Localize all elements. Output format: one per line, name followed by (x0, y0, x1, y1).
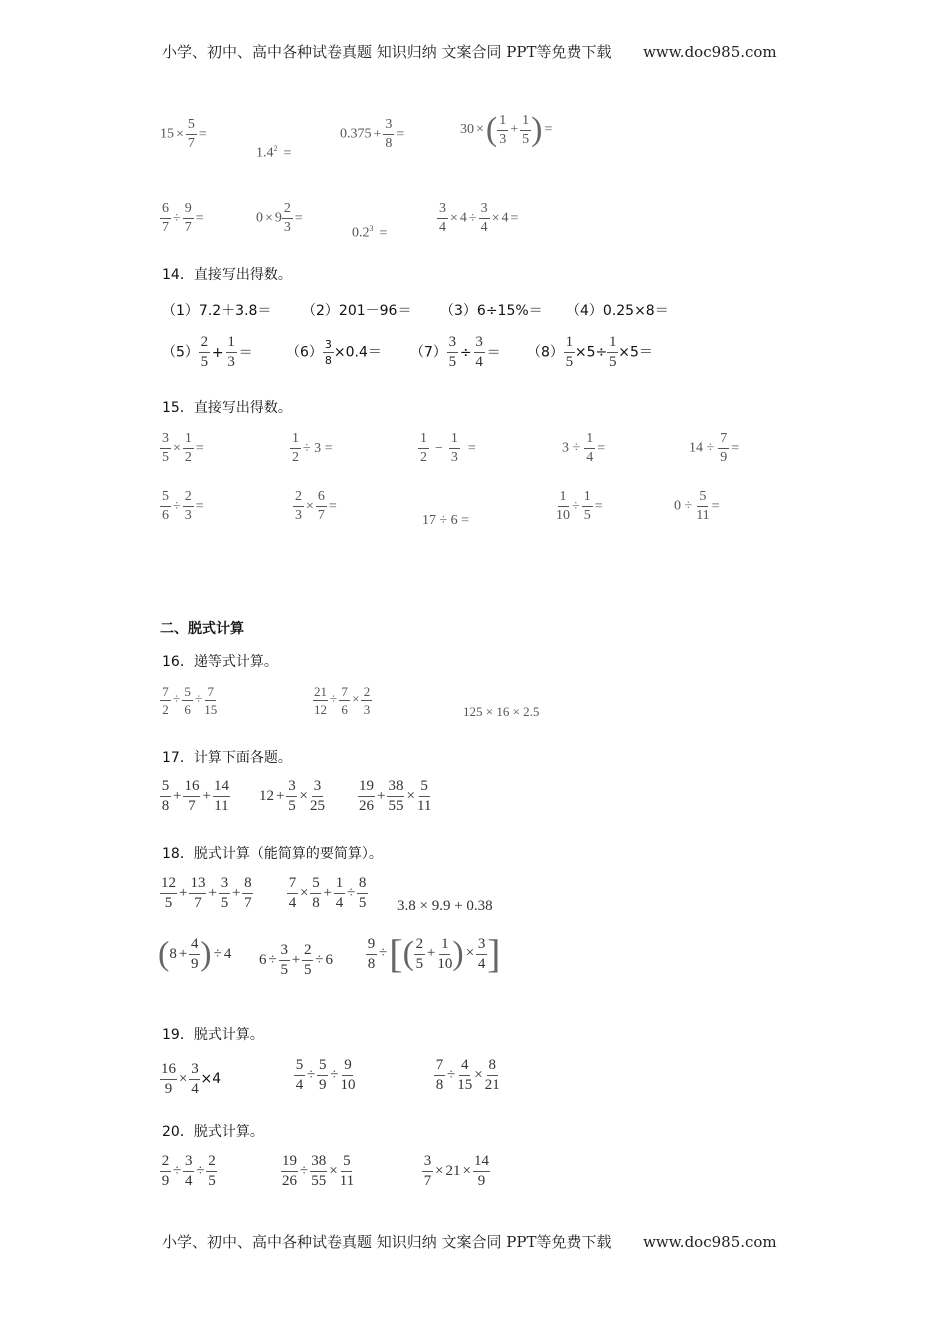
q14-item-5: （5） $\frac{2}{5}$ + $\frac{1}{3}$ ＝ (162, 334, 253, 370)
q18-expr-2: $\frac{7}{4}$ × $\frac{5}{8}$ + $\frac{1}{4}$ ÷ $\frac{8}{5}$ (288, 875, 367, 911)
q13-expr-4: 30 ×( $\frac{1}{3}$ + $\frac{1}{5}$ ) = (460, 111, 553, 148)
page-footer (162, 1231, 777, 1252)
q13-expr-2: $1.4^2$ = (256, 144, 292, 161)
q13-expr-7: $0.2^3$ = (352, 224, 388, 241)
q15-expr-1: $\frac{3}{5}$ × $\frac{1}{2}$ = (162, 431, 204, 465)
q15-expr-5: 14 ÷ $\frac{7}{9}$ = (689, 431, 740, 465)
q13-expr-3: 0.375 + $\frac{3}{8}$ = (340, 117, 405, 151)
q18-expr-3: 3.8 × 9.9 + 0.38 (397, 898, 493, 914)
q15-expr-2: $\frac{1}{2}$ ÷ 3 = (292, 431, 333, 465)
q15-expr-8: 17 ÷ 6 = (422, 513, 470, 528)
q15-expr-3: $\frac{1}{2}$ − $\frac{1}{3}$ = (420, 431, 476, 465)
q14-item-1: （1）7.2＋3.8＝ (162, 303, 272, 319)
q14-item-7: （7） $\frac{3}{5}$ ÷ $\frac{3}{4}$ ＝ (410, 334, 501, 370)
q18-expr-5: 6 ÷ $\frac{3}{5}$ + $\frac{2}{5}$ ÷ 6 (259, 942, 333, 978)
q14-item-6: （6） $\frac{3}{8}$ ×0.4＝ (286, 338, 382, 367)
q15-expr-4: 3 ÷ $\frac{1}{4}$ = (562, 431, 606, 465)
q15-expr-6: $\frac{5}{6}$ ÷ $\frac{2}{3}$ = (162, 489, 204, 523)
q13-expr-8: $\frac{3}{4}$ × 4 ÷ $\frac{3}{4}$ × 4 = (439, 201, 519, 235)
q19-title: 19．脱式计算。 (162, 1027, 264, 1043)
q14-title: 14．直接写出得数。 (162, 267, 292, 283)
q20-expr-1: $\frac{2}{9}$ ÷ $\frac{3}{4}$ ÷ $\frac{2}{5}$ (161, 1153, 216, 1189)
q19-expr-1: $\frac{16}{9}$ × $\frac{3}{4}$ ×4 (161, 1061, 222, 1097)
footer-text: 小学、初中、高中各种试卷真题 知识归纳 文案合同 PPT等免费下载 (162, 1233, 612, 1251)
q16-expr-1: $\frac{7}{2}$ ÷ $\frac{5}{6}$ ÷ $\frac{7}{15}$ (160, 685, 217, 716)
q17-expr-1: $\frac{5}{8}$ + $\frac{16}{7}$ + $\frac{14}{11}$ (161, 778, 229, 814)
q13-expr-1: 15 × $\frac{5}{7}$ = (160, 117, 207, 151)
header-text: 小学、初中、高中各种试卷真题 知识归纳 文案合同 PPT等免费下载 (162, 43, 612, 61)
q19-expr-2: $\frac{5}{4}$ ÷ $\frac{5}{9}$ ÷ $\frac{9}{10}$ (295, 1057, 356, 1093)
q15-expr-7: $\frac{2}{3}$ × $\frac{6}{7}$ = (295, 489, 337, 523)
q20-expr-3: $\frac{3}{7}$ × 21 × $\frac{14}{9}$ (423, 1153, 489, 1189)
q13-expr-5: $\frac{6}{7}$ ÷ $\frac{9}{7}$ = (162, 201, 204, 235)
header-url: www.doc985.com (643, 43, 777, 61)
footer-url: www.doc985.com (643, 1233, 777, 1251)
q15-title: 15．直接写出得数。 (162, 400, 292, 416)
section-2-title: 二、脱式计算 (160, 621, 244, 637)
q14-item-4: （4）0.25×8＝ (566, 303, 669, 319)
q16-expr-3: 125 × 16 × 2.5 (463, 704, 540, 719)
q14-item-2: （2）201－96＝ (302, 303, 412, 319)
q17-expr-3: $\frac{19}{26}$ + $\frac{38}{55}$ × $\frac{5}{11}$ (359, 778, 432, 814)
q18-title: 18．脱式计算（能简算的要简算）。 (162, 846, 383, 862)
q19-expr-3: $\frac{7}{8}$ ÷ $\frac{4}{15}$ × $\frac{8}{21}$ (435, 1057, 500, 1093)
q20-expr-2: $\frac{19}{26}$ ÷ $\frac{38}{55}$ × $\frac{5}{11}$ (282, 1153, 355, 1189)
q17-title: 17．计算下面各题。 (162, 750, 292, 766)
q17-expr-2: 12 + $\frac{3}{5}$ × $\frac{3}{25}$ (259, 778, 325, 814)
q15-expr-10: 0 ÷ $\frac{5}{11}$ = (674, 489, 720, 523)
q14-item-8: （8） $\frac{1}{5}$ ×5÷ $\frac{1}{5}$ ×5＝ (527, 334, 653, 370)
q18-expr-1: $\frac{12}{5}$ + $\frac{13}{7}$ + $\frac{3}{5}$ + $\frac{8}{7}$ (161, 875, 252, 911)
q18-expr-6: $\frac{9}{8}$ ÷[( $\frac{2}{5}$ + $\frac{1}{10}$ ) × $\frac{3}{4}$ ] (367, 931, 501, 976)
q14-item-3: （3）6÷15%＝ (440, 303, 543, 319)
q15-expr-9: $\frac{1}{10}$ ÷ $\frac{1}{5}$ = (556, 489, 603, 523)
q18-expr-4: (8 + $\frac{4}{9}$ ) ÷ 4 (158, 935, 232, 973)
page-header (162, 41, 777, 62)
q20-title: 20．脱式计算。 (162, 1124, 264, 1140)
q16-expr-2: $\frac{21}{12}$ ÷ $\frac{7}{6}$ × $\frac{2}{3}$ (313, 685, 372, 716)
q13-expr-6: 0 × 9 $\frac{2}{3}$ = (256, 201, 303, 235)
q16-title: 16．递等式计算。 (162, 654, 278, 670)
